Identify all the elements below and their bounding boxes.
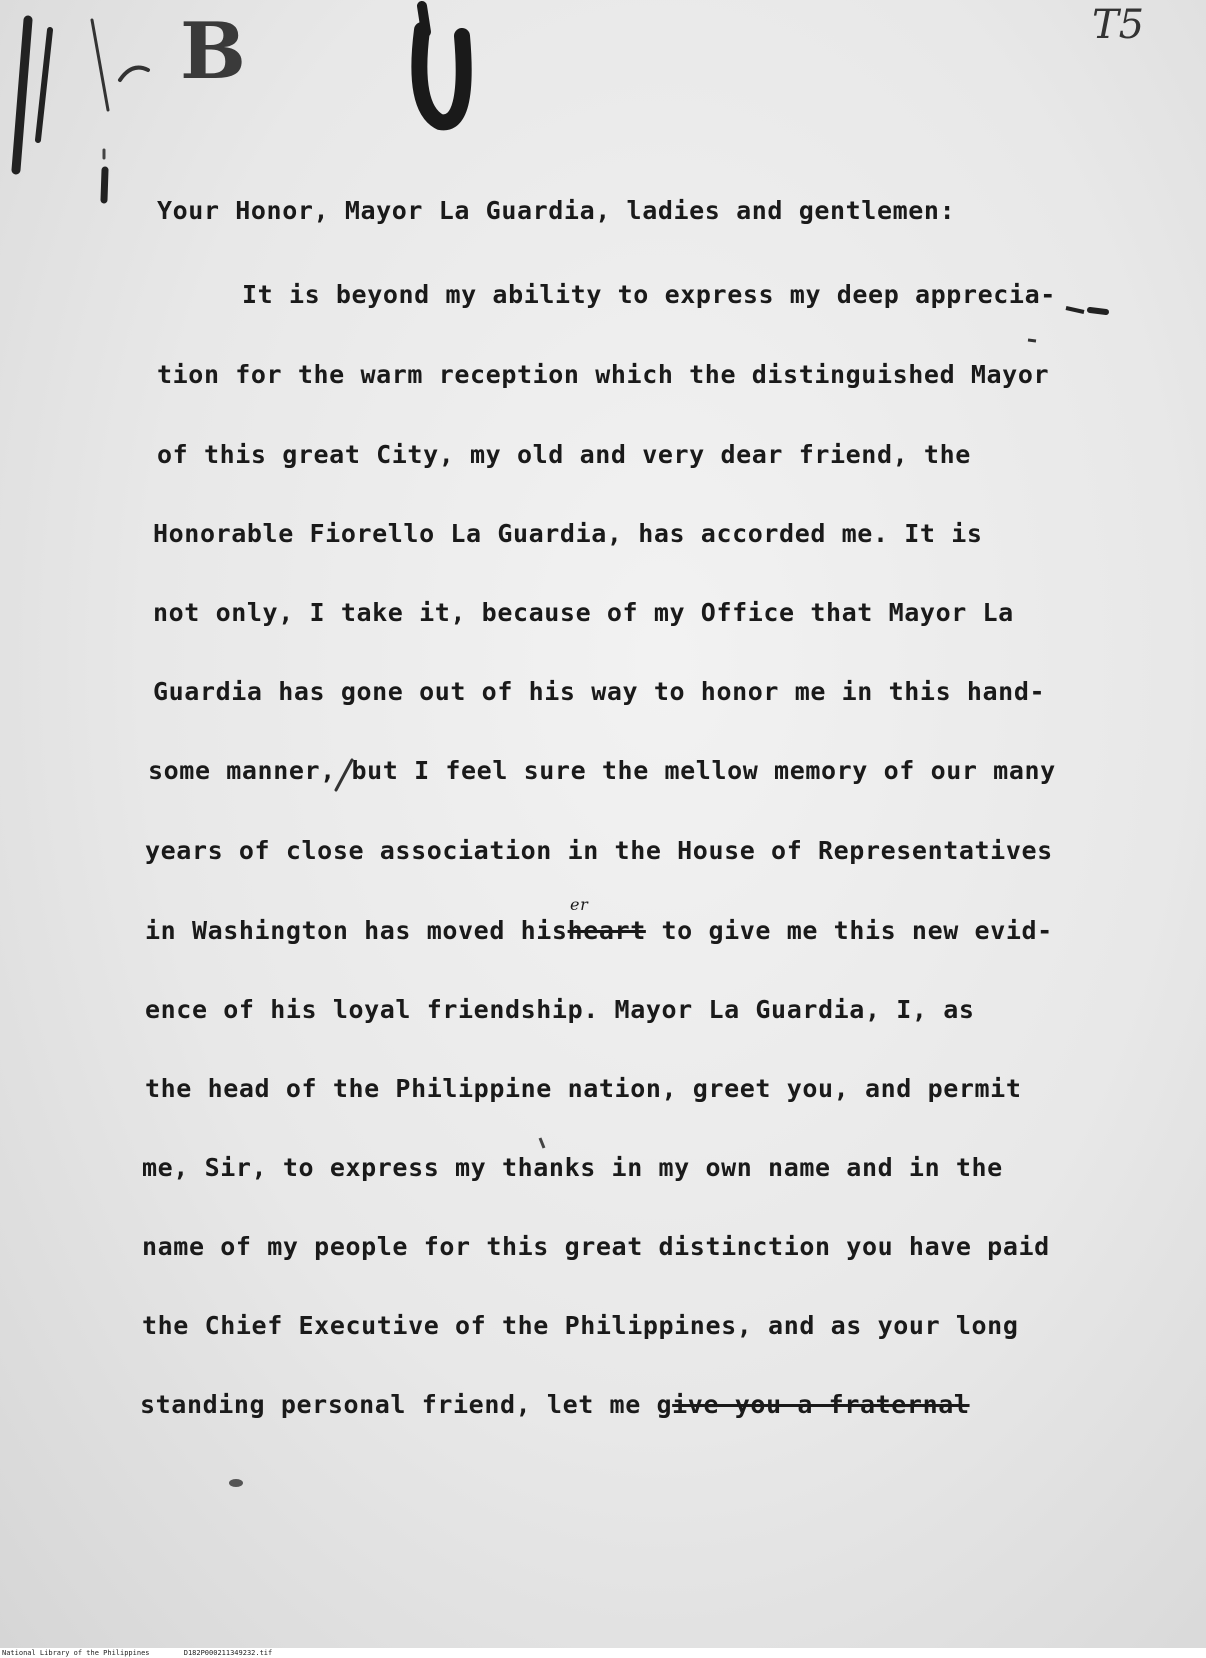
- pen-mark: [1028, 340, 1036, 341]
- check-mark: [419, 30, 463, 122]
- text-line: the Chief Executive of the Philippines, and as your long: [142, 1311, 1019, 1340]
- margin-stroke: [38, 30, 50, 140]
- text-segment: to give me this new evid-: [661, 916, 1053, 945]
- text-line: Guardia has gone out of his way to honor me in this hand-: [153, 677, 1046, 706]
- text-line: of this great City, my old and very dear friend, the: [157, 440, 971, 469]
- pen-mark: [1066, 308, 1084, 312]
- pen-mark: [1090, 310, 1106, 312]
- file-name: D182P000211349232.tif: [183, 1649, 273, 1657]
- text-segment: in Washington has moved his: [145, 916, 568, 945]
- text-line: It is beyond my ability to express my deep apprecia-: [242, 280, 1056, 309]
- margin-stroke: [120, 68, 148, 80]
- corner-annotation: T5: [1092, 2, 1145, 48]
- text-line: years of close association in the House of Representatives: [145, 836, 1053, 865]
- check-mark: [422, 6, 426, 32]
- margin-stroke: [16, 20, 28, 170]
- pen-mark: [540, 1138, 544, 1148]
- text-segment: standing personal friend, let me g: [140, 1390, 673, 1419]
- text-line: me, Sir, to express my thanks in my own name and in the: [142, 1153, 1003, 1182]
- text-line: some manner, but I feel sure the mellow memory of our many: [148, 756, 1056, 785]
- text-line-with-correction: [140, 1390, 970, 1419]
- text-line: ence of his loyal friendship. Mayor La Guardia, I, as: [145, 995, 975, 1024]
- margin-stroke: [92, 20, 108, 110]
- handwritten-insert: er: [570, 895, 589, 914]
- handwritten-letter-b: B: [180, 6, 246, 97]
- text-line: not only, I take it, because of my Office that Mayor La: [153, 598, 1014, 627]
- margin-stroke: [104, 170, 105, 200]
- text-line: the head of the Philippine nation, greet you, and permit: [145, 1074, 1022, 1103]
- ink-blot: [229, 1479, 243, 1487]
- scan-footer: [0, 1648, 1206, 1658]
- struck-word: heart: [567, 916, 646, 945]
- text-line: Honorable Fiorello La Guardia, has accorded me. It is: [153, 519, 983, 548]
- struck-phrase: ive you a fraternal: [672, 1390, 970, 1419]
- text-line: name of my people for this great distinction you have paid: [142, 1232, 1050, 1261]
- text-line: tion for the warm reception which the distinguished Mayor: [157, 360, 1050, 389]
- text-line-with-correction: [145, 916, 1053, 945]
- library-name: National Library of the Philippines: [2, 1649, 150, 1657]
- salutation: Your Honor, Mayor La Guardia, ladies and gentlemen:: [157, 196, 956, 225]
